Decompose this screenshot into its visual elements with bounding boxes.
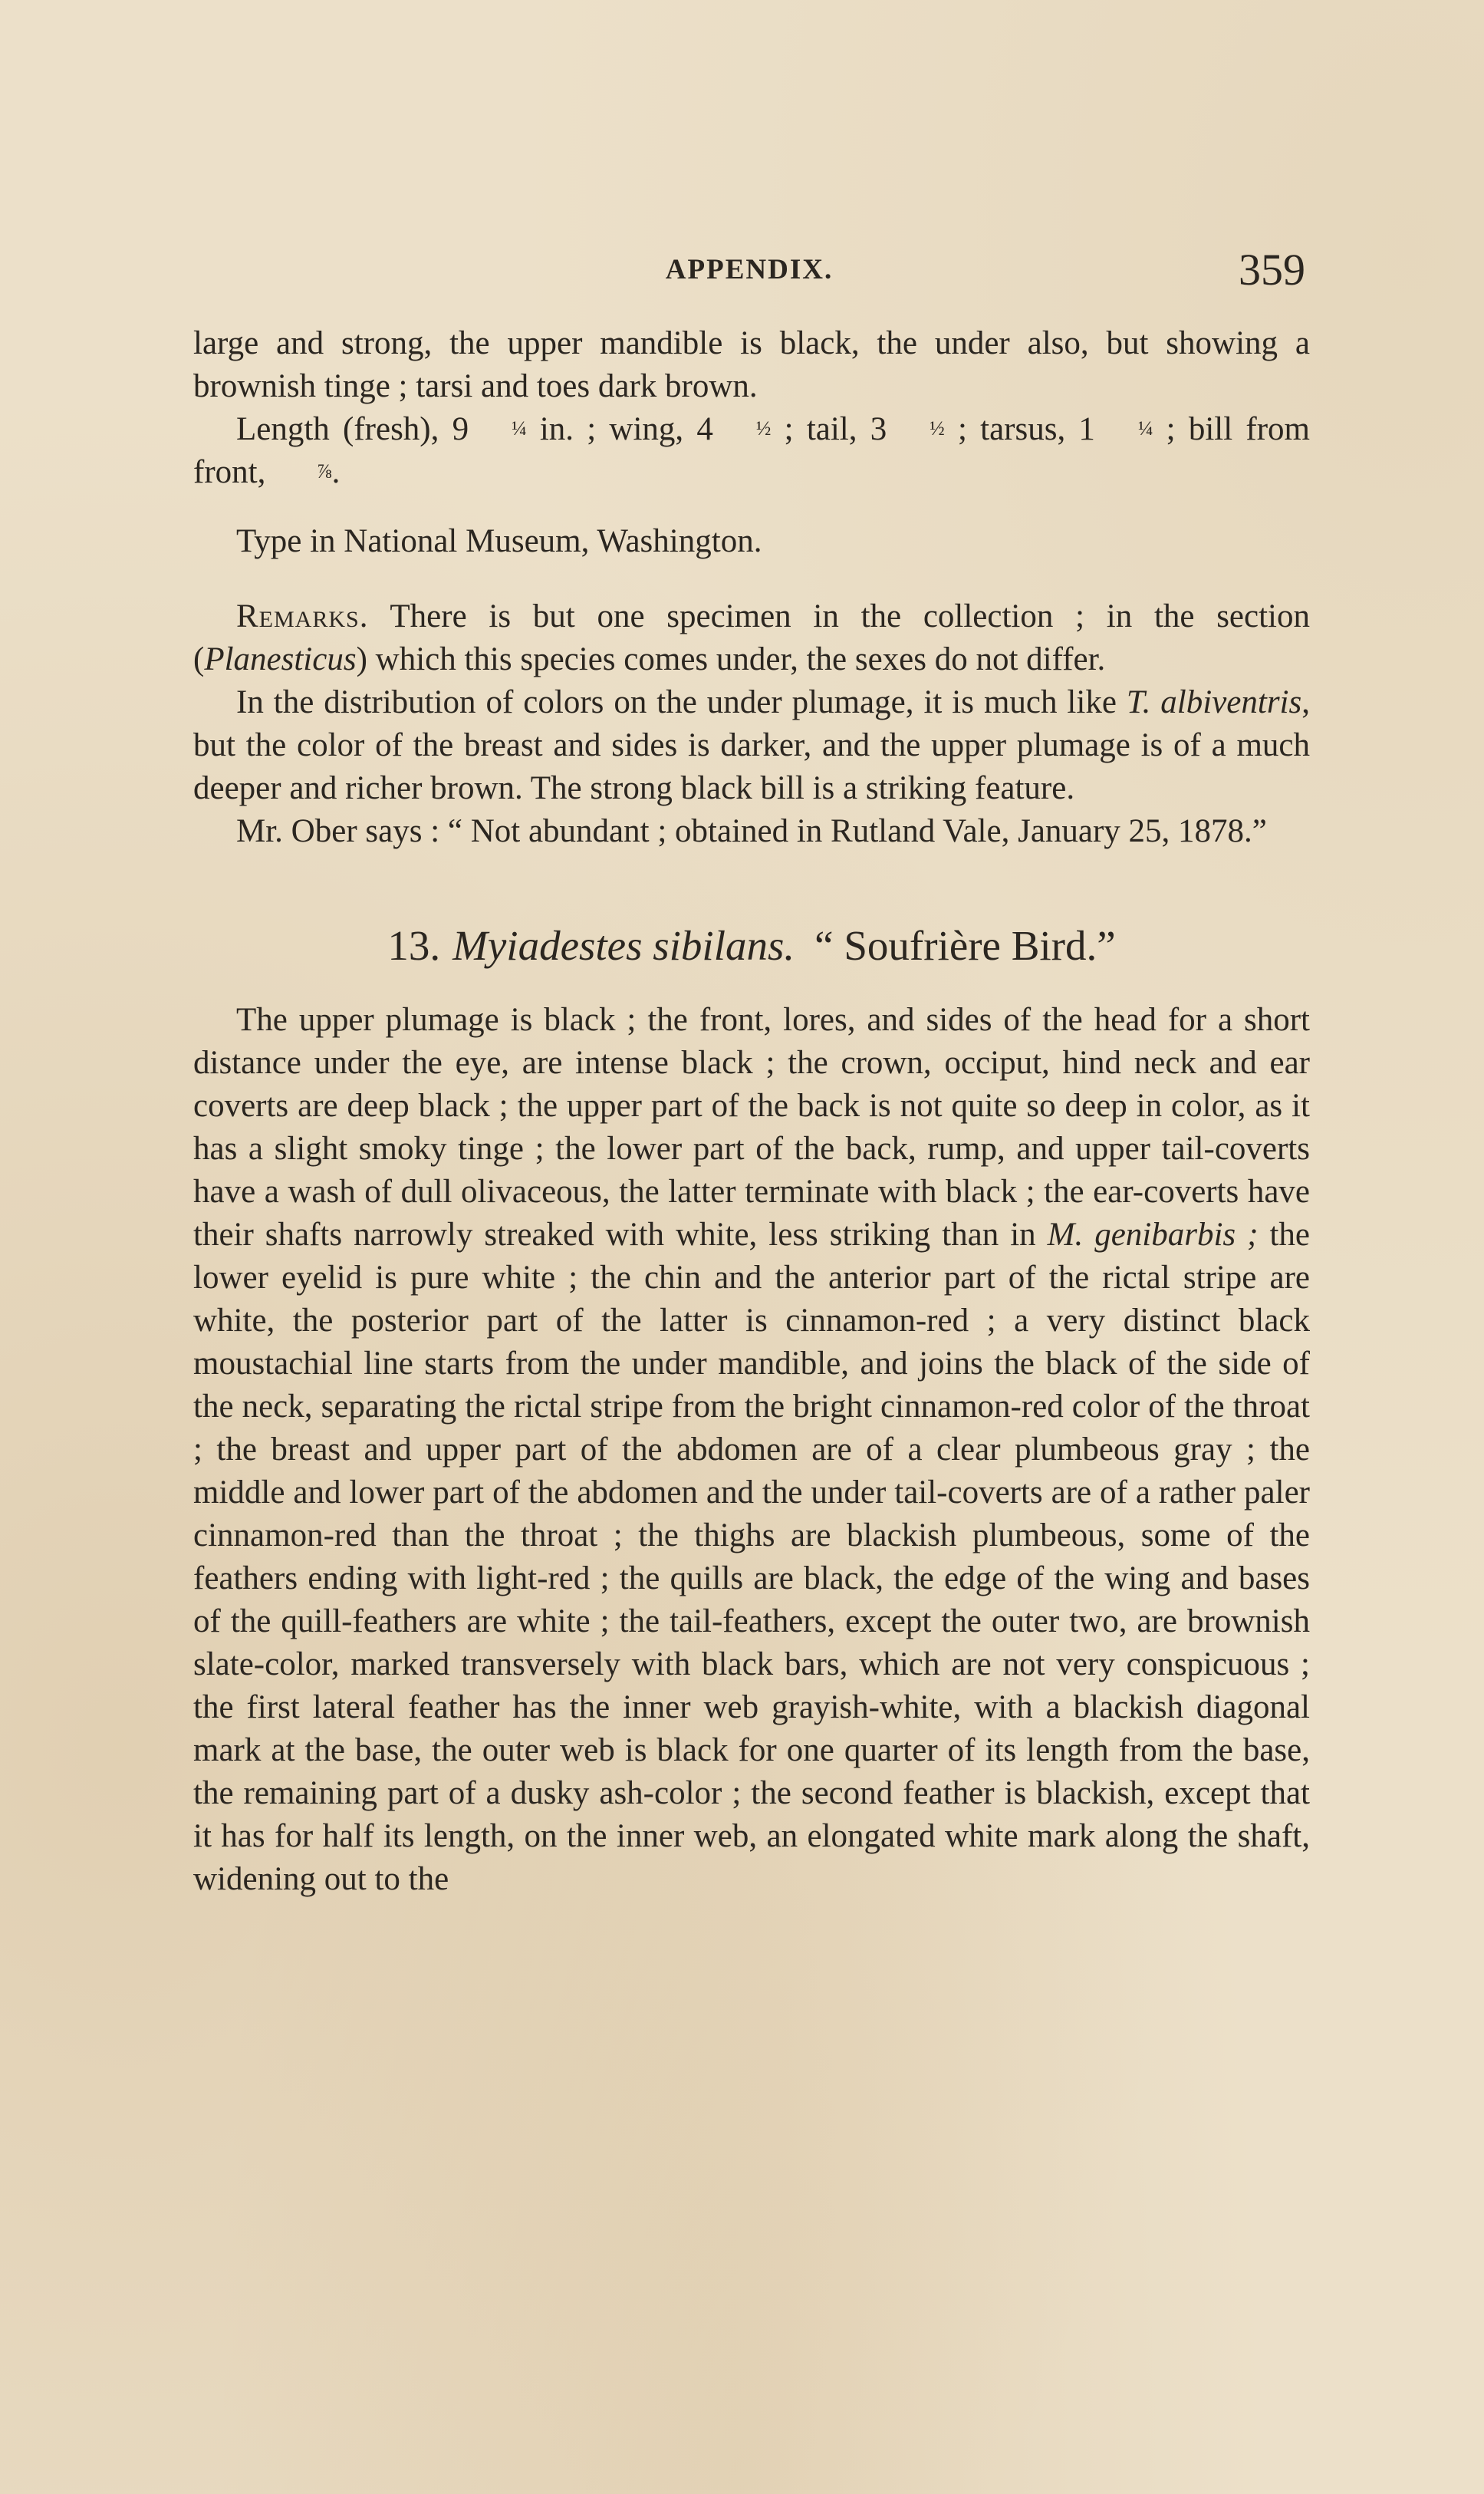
measure-wing-fraction: ½ [755, 417, 772, 440]
species-heading [193, 919, 1310, 973]
measure-length-fraction: ¼ [512, 417, 527, 440]
species-scientific-name: Myiadestes sibilans. [452, 922, 795, 969]
type-specimen-line: Type in National Museum, Washington. [236, 523, 762, 559]
distribution-text-b: , but the color of the breast and sides is darker, and the upper plumage is of a much deeper and richer brown. The strong black bill is a striking feature. [193, 684, 1310, 806]
distribution-text-a: In the distribution of colors on the under plumage, it is much like [236, 684, 1127, 720]
measure-tarsus-fraction: ¼ [1137, 417, 1153, 440]
description-species: M. genibarbis ; [1047, 1217, 1259, 1253]
remarks-text-b: ) which this species comes under, the sexes do not differ. [356, 641, 1106, 677]
measurements-paragraph [193, 408, 1310, 494]
continued-description-paragraph: large and strong, the upper mandible is black, the under also, but showing a brownish tinge ; tarsi and toes dark brown. [193, 325, 1310, 404]
distribution-species: T. albiventris [1126, 684, 1302, 720]
measure-end: . [331, 454, 341, 490]
description-text-b: the lower eyelid is pure white ; the chin and the anterior part of the rictal stripe are white, the posterior part of the latter is cinnamon-red ; a very distinct black moustachial line starts from the under mandible, and joins the black of the side of the neck, separating the rictal stripe from the bright cinnamon-red color of the throat ; the breast and upper part of the abdomen are of a clear plumbeous gray ; the middle and lower part of the abdomen and the under tail-coverts are of a rather paler cinnamon-red than the throat ; the thighs are blackish plumbeous, some of the feathers ending with light-red ; the quills are black, the edge of the wing and bases of the quill-feathers are white ; the tail-feathers, except the outer two, are brownish slate-color, marked transversely with black bars, which are not very conspicuous ; the first lateral feather has the inner web grayish-white, with a blackish diagonal mark at the base, the outer web is black for one quarter of its length from the base, the remaining part of a dusky ash-color ; the second feather is blackish, except that it has for half its length, on the inner web, an elongated white mark along the shaft, widening out to the [193, 1217, 1310, 1897]
description-text-a: The upper plumage is black ; the front, lores, and sides of the head for a short distance under the eye, are intense black ; the crown, occiput, hind neck and ear coverts are deep black ; the upper part of the back is not quite so deep in color, as it has a slight smoky tinge ; the lower part of the back, rump, and upper tail-coverts have a wash of dull olivaceous, the latter terminate with black ; the ear-coverts have their shafts narrowly streaked with white, less striking than in [193, 1002, 1310, 1253]
measure-wing: in. ; wing, 4 [526, 411, 713, 447]
measure-bill-fraction: ⅞ [317, 460, 332, 483]
body-text [193, 322, 1310, 1901]
remarks-label: Remarks. [236, 598, 369, 634]
section-name: Planesticus [204, 641, 357, 677]
measure-tail-fraction: ½ [930, 417, 945, 440]
species-description-paragraph [193, 999, 1310, 1901]
measure-bill: ; bill from front, [193, 411, 1310, 490]
measure-length: Length (fresh), 9 [236, 411, 469, 447]
ober-quote-paragraph: Mr. Ober says : “ Not abundant ; obtained in Rutland Vale, January 25, 1878.” [236, 813, 1267, 849]
species-common-name: “ Soufrière Bird.” [814, 922, 1116, 969]
measure-tail: ; tail, 3 [771, 411, 887, 447]
distribution-paragraph [193, 681, 1310, 810]
running-title: APPENDIX. [665, 254, 834, 285]
remarks-text-a: There is but one specimen in the collection ; in the section ( [193, 598, 1310, 677]
measure-tarsus: ; tarsus, 1 [944, 411, 1095, 447]
species-number: 13. [387, 922, 441, 969]
running-head [193, 244, 1305, 298]
remarks-paragraph [193, 595, 1310, 681]
page-number: 359 [1239, 245, 1305, 295]
